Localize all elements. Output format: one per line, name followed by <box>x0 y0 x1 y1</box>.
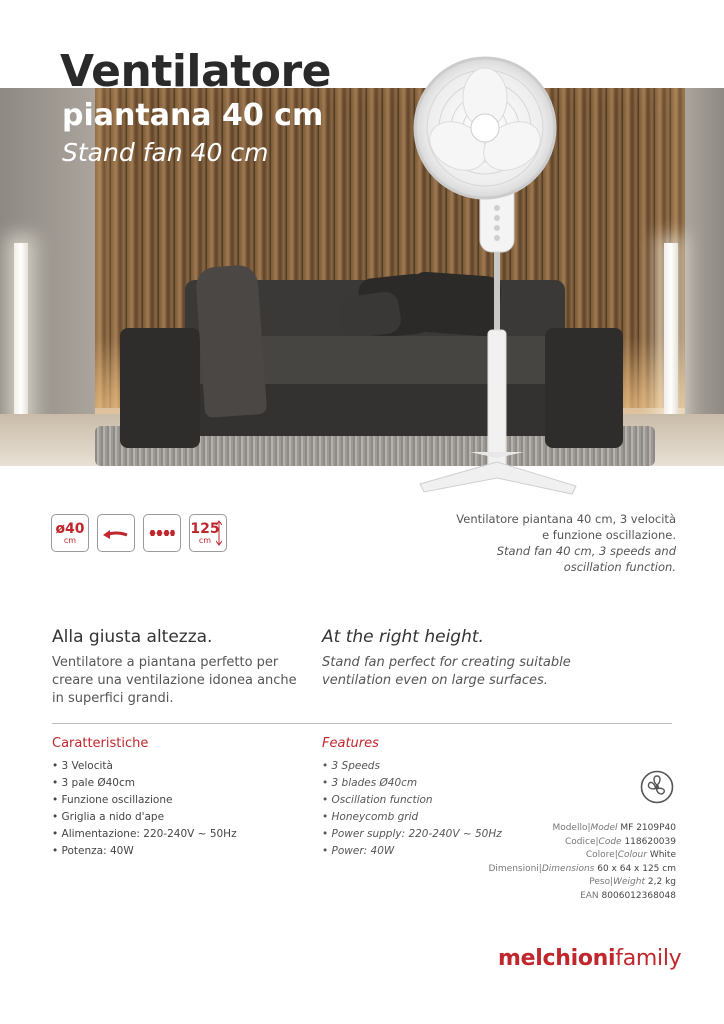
features-list-english <box>322 758 502 860</box>
brand-logo <box>498 946 681 971</box>
list-item: • Funzione oscillazione <box>52 794 173 806</box>
list-item: • Power supply: 220-240V ~ 50Hz <box>322 828 502 840</box>
logo-part1: melchioni <box>498 946 616 971</box>
list-item: • 3 blades Ø40cm <box>322 777 418 789</box>
wall-right <box>685 88 724 418</box>
summary-it-line1: Ventilatore piantana 40 cm, 3 velocità <box>456 512 676 526</box>
height-unit: cm <box>198 535 212 545</box>
diameter-icon <box>51 514 89 552</box>
list-item: • Honeycomb grid <box>322 811 419 823</box>
diameter-value: ø40 <box>55 520 85 537</box>
list-item: • Oscillation function <box>322 794 433 806</box>
spec-row: EAN 8006012368048 <box>580 890 676 901</box>
floor-lamp-left <box>14 243 28 418</box>
summary-it-line2: e funzione oscillazione. <box>542 528 676 542</box>
features-heading-italian: Caratteristiche <box>52 736 149 751</box>
height-icon <box>189 514 227 552</box>
intro-heading-italian: Alla giusta altezza. <box>52 627 213 647</box>
floor-lamp-right <box>664 243 678 418</box>
feature-icons <box>51 514 227 554</box>
features-list-italian <box>52 758 237 860</box>
specifications <box>488 822 676 903</box>
list-item: • Power: 40W <box>322 845 395 857</box>
honeycomb-grid-icon <box>143 514 181 552</box>
list-item: • Alimentazione: 220-240V ~ 50Hz <box>52 828 237 840</box>
oscillation-arrow-icon <box>97 514 135 552</box>
spec-row: Colore|Colour White <box>585 850 676 860</box>
spec-row: Modello|Model MF 2109P40 <box>552 823 676 833</box>
spec-row: Codice|Code 118620039 <box>565 836 676 847</box>
spec-row: Peso|Weight 2,2 kg <box>589 877 676 887</box>
list-item: • 3 pale Ø40cm <box>52 777 135 789</box>
sofa-arm-left <box>120 328 200 448</box>
features-heading-english: Features <box>322 736 379 751</box>
sofa-cushion <box>408 271 502 337</box>
height-value: 125 <box>190 520 220 537</box>
list-item: • Potenza: 40W <box>52 845 134 857</box>
title-italian-line1: Ventilatore <box>60 46 332 97</box>
throw-blanket <box>195 264 267 418</box>
title-english: Stand fan 40 cm <box>62 138 269 167</box>
summary-en-line1: Stand fan 40 cm, 3 speeds and <box>496 544 676 558</box>
list-item: • 3 Speeds <box>322 760 380 772</box>
diameter-unit: cm <box>63 535 77 545</box>
logo-part2: family <box>615 946 682 971</box>
intro-text-english: Stand fan perfect for creating suitable ventilation even on large surfaces. <box>322 655 571 688</box>
title-italian-line2: piantana 40 cm <box>62 98 324 133</box>
list-item: • 3 Velocità <box>52 760 113 772</box>
sofa-arm-right <box>545 328 623 448</box>
spec-row: Dimensioni|Dimensions 60 x 64 x 125 cm <box>488 863 676 874</box>
intro-text-italian: Ventilatore a piantana perfetto per creare una ventilazione idonea anche in superfici grandi. <box>52 655 297 706</box>
summary-en-line2: oscillation function. <box>563 560 676 574</box>
list-item: • Griglia a nido d'ape <box>52 811 165 823</box>
height-arrow-icon <box>216 520 222 546</box>
divider <box>52 723 672 724</box>
fan-icon <box>640 770 674 804</box>
intro-heading-english: At the right height. <box>322 627 484 647</box>
summary-text <box>456 511 676 575</box>
